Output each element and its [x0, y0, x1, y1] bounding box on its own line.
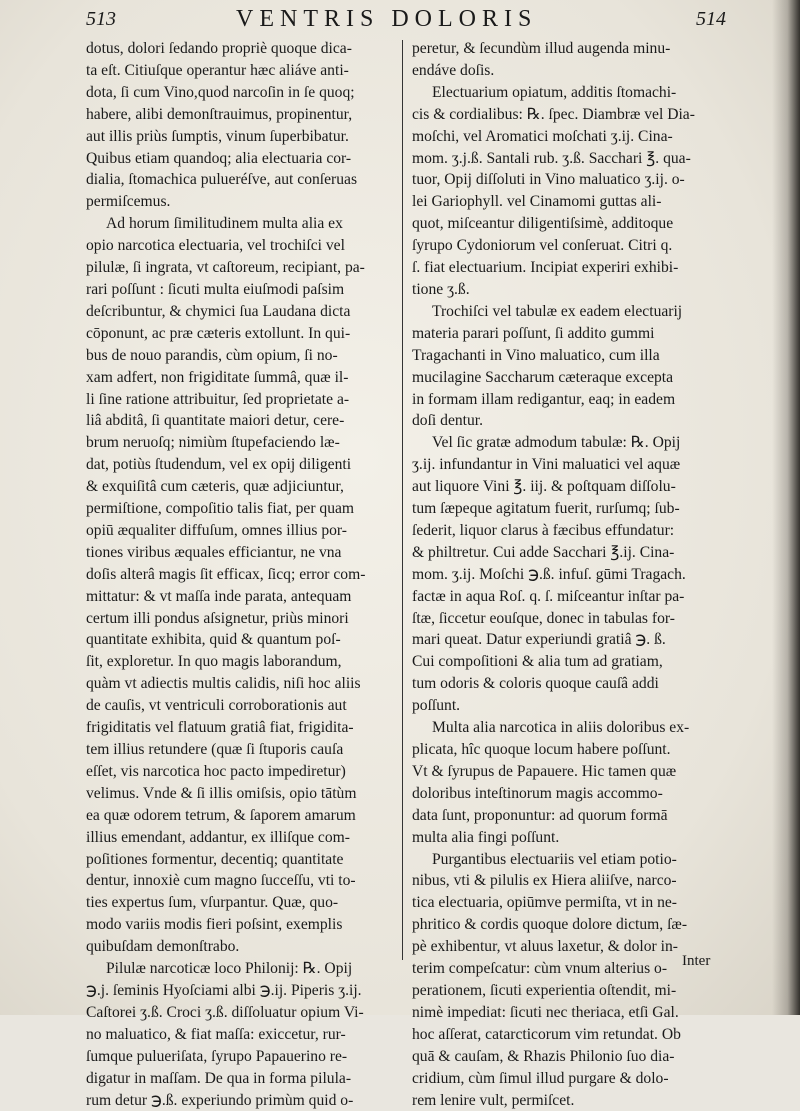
- text-line: ea quæ odorem tetrum, & ſaporem amarum: [86, 805, 411, 827]
- text-line: mom. ʒ.j.ß. Santali rub. ʒ.ß. Sacchari ℥. qua-: [412, 148, 737, 170]
- text-line: Multa alia narcotica in aliis doloribus ex-: [412, 717, 737, 739]
- text-line: modo variis modis fieri poſsint, exemplis: [86, 914, 411, 936]
- text-line: plicata, hîc quoque locum habere poſſunt.: [412, 739, 737, 761]
- text-line: nibus, vti & pilulis ex Hiera aliiſve, narco-: [412, 870, 737, 892]
- running-title: VENTRIS DOLORIS: [236, 6, 537, 33]
- text-line: factæ in aqua Roſ. q. ſ. miſceantur inſtar pa-: [412, 586, 737, 608]
- text-line: ſederit, liquor clarus à fæcibus effundatur:: [412, 520, 737, 542]
- text-line: doloribus inteſtinorum magis accommo-: [412, 783, 737, 805]
- text-line: Quibus etiam quandoq; alia electuaria cor-: [86, 148, 411, 170]
- text-line: nimè impediat: ſicuti nec theriaca, etſi Gal.: [412, 1002, 737, 1024]
- text-line: dota, ſi cum Vino,quod narcoſin in ſe quoq;: [86, 82, 411, 104]
- text-line: permiſtione, compoſitio talis fiat, per quam: [86, 498, 411, 520]
- text-line: Cui compoſitioni & alia tum ad gratiam,: [412, 651, 737, 673]
- text-line: poſitiones formentur, decentiq; quantitate: [86, 849, 411, 871]
- text-line: & philtretur. Cui adde Sacchari ℥.ij. Cina-: [412, 542, 737, 564]
- text-line: dentur, innoxiè cum magno ſucceſſu, vti to-: [86, 870, 411, 892]
- text-line: tem illius retundere (quæ ſi ſtuporis cauſa: [86, 739, 411, 761]
- text-line: terim compeſcatur: cùm vnum alterius o-: [412, 958, 737, 980]
- text-line: certum illi pondus aſsignetur, priùs minori: [86, 608, 411, 630]
- text-line: hoc aſſerat, catarcticorum vim retundat. Ob: [412, 1024, 737, 1046]
- text-line: ſumque pulueriſata, ſyrupo Papauerino re-: [86, 1046, 411, 1068]
- text-line: rem lenire vult, permiſcet.: [412, 1090, 737, 1111]
- text-line: illius emendant, addantur, ex illiſque com-: [86, 827, 411, 849]
- column-divider: [402, 40, 403, 960]
- text-line: cōponunt, ac præ cæteris extollunt. In qui-: [86, 323, 411, 345]
- text-line: tum ſæpeque agitatum fuerit, rurſumq; ſub-: [412, 498, 737, 520]
- text-line: pè exhibentur, vt aluus laxetur, & dolor in-: [412, 936, 737, 958]
- text-line: tica electuaria, opiūmve permiſta, vt in ne-: [412, 892, 737, 914]
- text-line: cis & cordialibus: ℞. ſpec. Diambræ vel Dia-: [412, 104, 737, 126]
- text-line: tuor, Opij diſſoluti in Vino maluatico ʒ.ij. o-: [412, 169, 737, 191]
- text-line: phritico & cordis quoque dolore dictum, ſæ-: [412, 914, 737, 936]
- text-line: tum odoris & coloris quoque cauſâ addi: [412, 673, 737, 695]
- text-line: de cauſis, vt ventriculi corroborationis aut: [86, 695, 411, 717]
- text-line: cridium, cùm ſimul illud purgare & dolo-: [412, 1068, 737, 1090]
- text-line: dialia, ſtomachica pulueréſve, aut conſeruas: [86, 169, 411, 191]
- text-line: ſit, exploretur. In quo magis laborandum,: [86, 651, 411, 673]
- text-line: ties expertus ſum, vſurpantur. Quæ, quo-: [86, 892, 411, 914]
- text-line: doſi dentur.: [412, 410, 737, 432]
- text-line: mom. ʒ.ij. Moſchi ℈.ß. infuſ. gūmi Tragach.: [412, 564, 737, 586]
- text-line: aut illis priùs ſumptis, vinum ſuperbibatur.: [86, 126, 411, 148]
- text-line: Pilulæ narcoticæ loco Philonij: ℞. Opij: [86, 958, 411, 980]
- text-line: opiū æqualiter diffuſum, omnes illius por-: [86, 520, 411, 542]
- text-line: ſ. fiat electuarium. Incipiat experiri exhibi-: [412, 257, 737, 279]
- text-line: quā & cauſam, & Rhazis Philonio ſuo dia-: [412, 1046, 737, 1068]
- running-header: [86, 6, 726, 36]
- text-line: poſſunt.: [412, 695, 737, 717]
- text-line: ſyrupo Cydoniorum vel conſeruat. Citri q.: [412, 235, 737, 257]
- left-column: [86, 38, 411, 1111]
- text-line: dat, potiùs ſtudendum, vel ex opij diligenti: [86, 454, 411, 476]
- text-line: in formam illam redigantur, eaq; in eadem: [412, 389, 737, 411]
- text-line: opio narcotica electuaria, vel trochiſci vel: [86, 235, 411, 257]
- text-line: endáve doſis.: [412, 60, 737, 82]
- text-line: lei Gariophyll. vel Cinamomi guttas ali-: [412, 191, 737, 213]
- text-line: aut liquore Vini ℥. iij. & poſtquam diſſolu-: [412, 476, 737, 498]
- page-number-left: 513: [86, 8, 116, 31]
- text-line: li ſine ratione attribuitur, ſed proprietate a-: [86, 389, 411, 411]
- text-line: tione ʒ.ß.: [412, 279, 737, 301]
- text-line: ta eſt. Citiuſque operantur hæc aliáve anti-: [86, 60, 411, 82]
- text-line: habere, alibi demonſtrauimus, propinentur,: [86, 104, 411, 126]
- page-edge-shadow: [772, 0, 800, 1015]
- text-line: quantitate exhibita, quid & quantum poſ-: [86, 629, 411, 651]
- text-line: Electuarium opiatum, additis ſtomachi-: [412, 82, 737, 104]
- text-line: bus de nouo parandis, cùm opium, ſi no-: [86, 345, 411, 367]
- text-line: velimus. Vnde & ſi illis omiſsis, opio tātùm: [86, 783, 411, 805]
- text-line: Vel ſic gratæ admodum tabulæ: ℞. Opij: [412, 432, 737, 454]
- text-line: Ad horum ſimilitudinem multa alia ex: [86, 213, 411, 235]
- text-line: Trochiſci vel tabulæ ex eadem electuarij: [412, 301, 737, 323]
- text-line: no maluatico, & fiat maſſa: exiccetur, rur-: [86, 1024, 411, 1046]
- text-line: peretur, & ſecundùm illud augenda minu-: [412, 38, 737, 60]
- text-line: rari poſſunt : ſicuti multa eiuſmodi paſsim: [86, 279, 411, 301]
- text-line: brum neruoſq; nimiùm ſtupefaciendo læ-: [86, 432, 411, 454]
- text-line: quot, miſceantur diligentiſsimè, additoque: [412, 213, 737, 235]
- text-line: & exquiſitâ cum cæteris, quæ adjiciuntur,: [86, 476, 411, 498]
- catchword: Inter: [682, 953, 710, 970]
- text-line: permiſcemus.: [86, 191, 411, 213]
- text-line: data ſunt, proponuntur: ad quorum formā: [412, 805, 737, 827]
- text-line: dotus, dolori ſedando propriè quoque dica-: [86, 38, 411, 60]
- text-line: mucilagine Saccharum cæteraque excepta: [412, 367, 737, 389]
- text-line: doſis alterâ magis ſit efficax, ſicq; error com-: [86, 564, 411, 586]
- text-line: Vt & ſyrupus de Papauere. Hic tamen quæ: [412, 761, 737, 783]
- text-line: ſtæ, ſiccetur eouſque, donec in tabulas for-: [412, 608, 737, 630]
- text-line: perationem, ſicuti experientia oſtendit, mi-: [412, 980, 737, 1002]
- text-line: quàm vt adiectis multis calidis, niſi hoc aliis: [86, 673, 411, 695]
- text-line: Caſtorei ʒ.ß. Croci ʒ.ß. diſſoluatur opium Vi-: [86, 1002, 411, 1024]
- text-line: materia parari poſſunt, ſi addito gummi: [412, 323, 737, 345]
- text-line: ʒ.ij. infundantur in Vini maluatici vel aquæ: [412, 454, 737, 476]
- text-line: eſſet, vis narcotica hoc pacto impediretur): [86, 761, 411, 783]
- text-line: xam adfert, non frigiditate ſummâ, quæ il-: [86, 367, 411, 389]
- page-number-right: 514: [696, 8, 726, 31]
- text-line: mari queat. Datur experiundi gratiâ ℈. ß.: [412, 629, 737, 651]
- text-line: pilulæ, ſi ingrata, vt caſtoreum, recipiant, pa-: [86, 257, 411, 279]
- text-line: digatur in maſſam. De qua in forma pilula-: [86, 1068, 411, 1090]
- text-line: deſcribuntur, & chymici ſua Laudana dicta: [86, 301, 411, 323]
- text-line: frigiditatis vel flatuum gratiâ fiat, frigidita-: [86, 717, 411, 739]
- text-line: multa alia fingi poſſunt.: [412, 827, 737, 849]
- text-line: ℈.j. ſeminis Hyoſciami albi ℈.ij. Piperis ʒ.ij.: [86, 980, 411, 1002]
- text-line: Purgantibus electuariis vel etiam potio-: [412, 849, 737, 871]
- text-line: mittatur: & vt maſſa inde parata, antequam: [86, 586, 411, 608]
- text-line: quibuſdam demonſtrabo.: [86, 936, 411, 958]
- text-line: tiones viribus æquales efficiantur, ne vna: [86, 542, 411, 564]
- text-line: moſchi, vel Aromatici moſchati ʒ.ij. Cina-: [412, 126, 737, 148]
- right-column: [412, 38, 737, 1111]
- text-line: liâ abditâ, ſi quantitate maiori detur, cere-: [86, 410, 411, 432]
- text-line: rum detur ℈.ß. experiundo primùm quid o-: [86, 1090, 411, 1111]
- text-line: Tragachanti in Vino maluatico, cum illa: [412, 345, 737, 367]
